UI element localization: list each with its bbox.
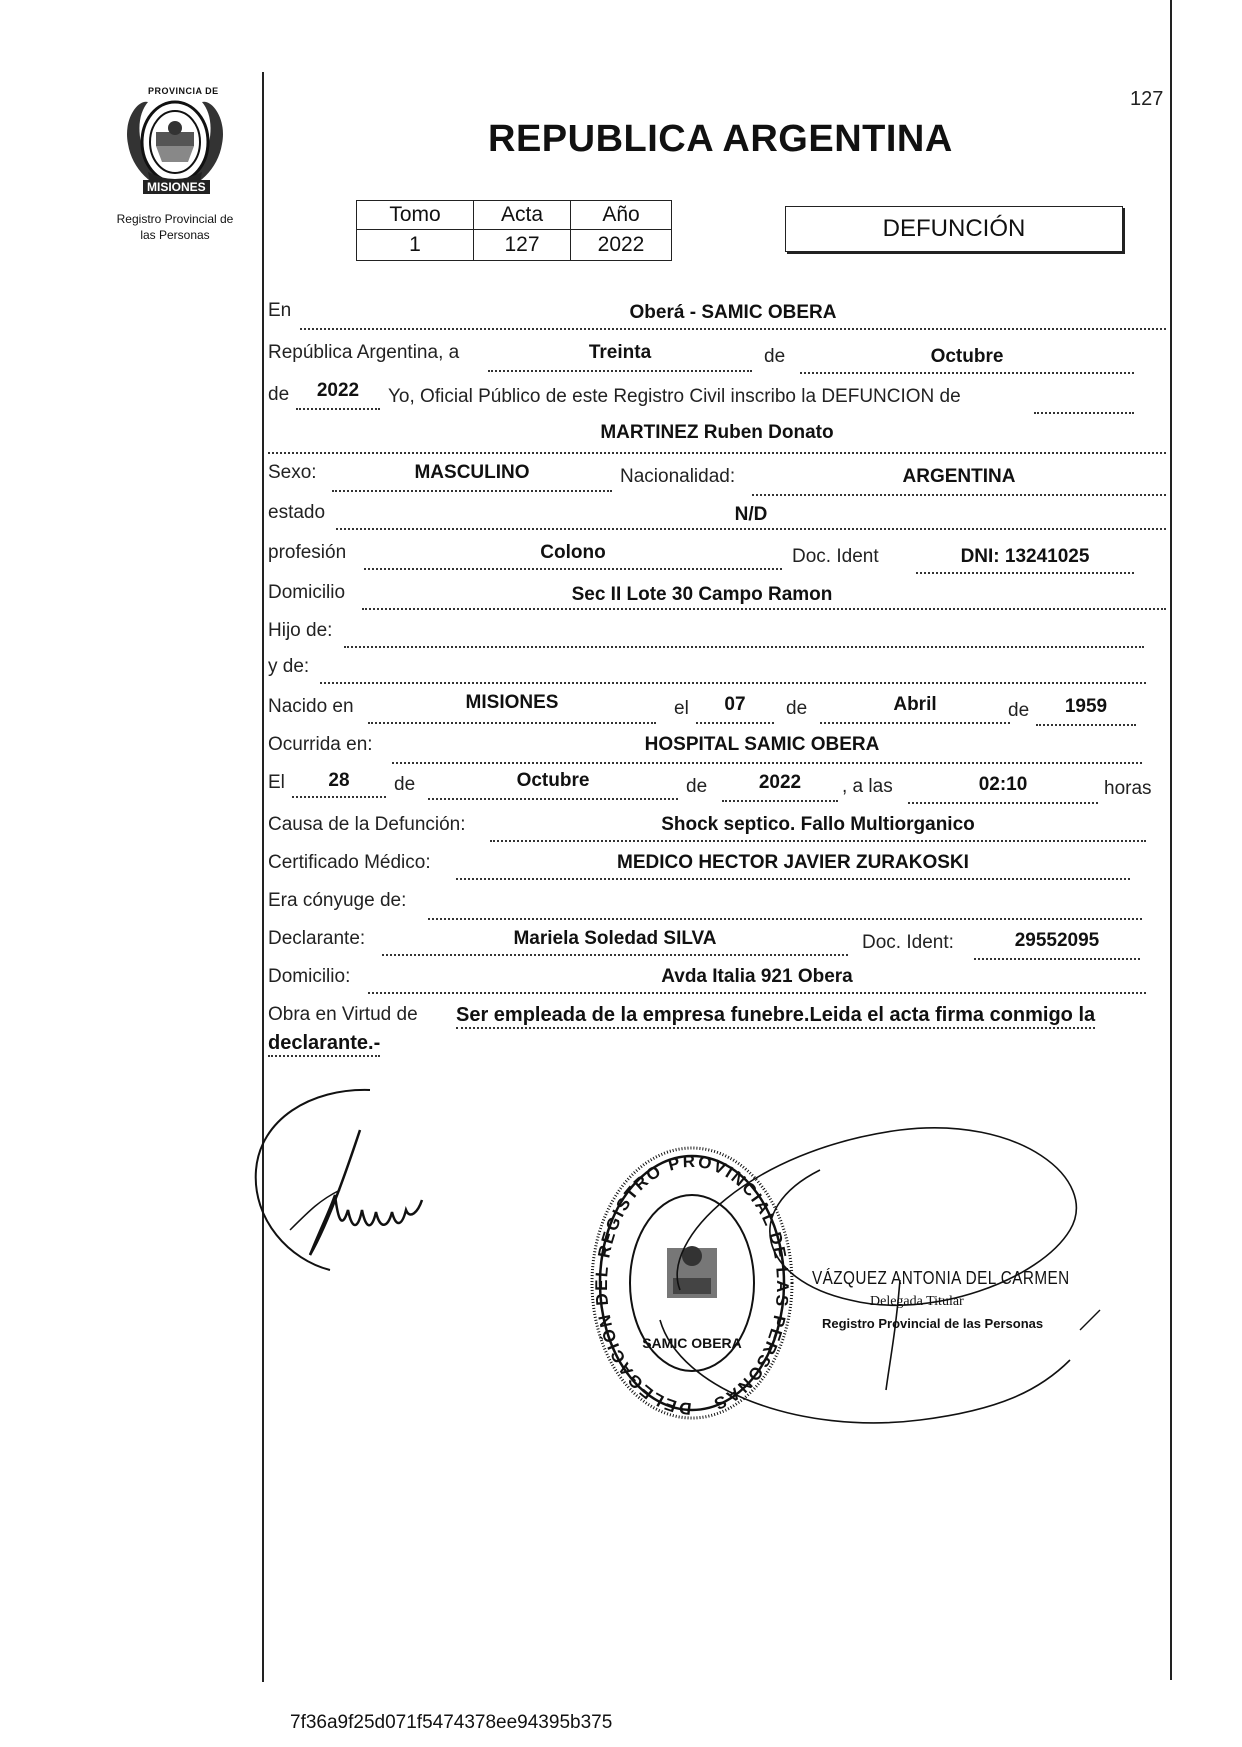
page-number: 127 [1130, 88, 1164, 110]
ocurrida-en-value: HOSPITAL SAMIC OBERA [644, 734, 880, 755]
decl-doc-label: Doc. Ident: [862, 932, 954, 953]
seal-center-text: SAMIC OBERA [642, 1335, 742, 1351]
el-label: el [674, 698, 689, 719]
official-office: Registro Provincial de las Personas [822, 1316, 1044, 1331]
en-label: En [268, 300, 292, 321]
emblem-bottom-text: MISIONES [143, 180, 210, 194]
left-margin-line [262, 72, 264, 1682]
nacionalidad-dots [752, 494, 1166, 496]
certificado-value: MEDICO HECTOR JAVIER ZURAKOSKI [617, 852, 969, 873]
estado-label: estado [268, 502, 326, 523]
nac-de2-label: de [1008, 700, 1030, 721]
ano-header: Año [571, 201, 672, 230]
document-hash: 7f36a9f25d071f5474378ee94395b375 [290, 1712, 613, 1733]
declarant-signature [250, 1080, 490, 1300]
conyuge-label: Era cónyuge de: [268, 890, 407, 911]
def-dia-value: 28 [328, 770, 350, 791]
nac-dia-dots [696, 722, 774, 724]
causa-value: Shock septico. Fallo Multiorganico [661, 814, 975, 835]
hijo-de-dots [344, 646, 1144, 648]
nacionalidad-label: Nacionalidad: [620, 466, 736, 487]
declarante-value: Mariela Soledad SILVA [513, 928, 717, 949]
doc-ident-value: DNI: 13241025 [960, 546, 1090, 567]
el2-label: El [268, 772, 285, 793]
nacido-en-label: Nacido en [268, 696, 354, 717]
nac-anio-value: 1959 [1064, 696, 1108, 717]
def-mes-value: Octubre [516, 770, 590, 791]
profesion-label: profesión [268, 542, 347, 563]
a-las-label: , a las [842, 776, 893, 797]
anio-dots [296, 408, 380, 410]
declarante-dots [382, 954, 848, 956]
def-dia-dots [292, 796, 386, 798]
inscribo-dots [1034, 412, 1134, 414]
y-de-label: y de: [268, 656, 310, 677]
domicilio-dots [362, 608, 1166, 610]
nacido-en-dots [368, 722, 656, 724]
domicilio-label: Domicilio [268, 582, 346, 603]
doc-ident-dots [916, 572, 1134, 574]
def-anio-value: 2022 [758, 772, 802, 793]
official-role: Delegada Titular [870, 1294, 964, 1309]
ano-value: 2022 [571, 230, 672, 261]
ocurrida-en-label: Ocurrida en: [268, 734, 373, 755]
domicilio2-dots [368, 992, 1146, 994]
profesion-dots [364, 568, 782, 570]
declarante-label: Declarante: [268, 928, 366, 949]
dia-dots [488, 370, 752, 372]
tomo-header: Tomo [357, 201, 474, 230]
nac-mes-value: Abril [893, 694, 937, 715]
de-label: de [764, 346, 786, 367]
document-type-box [785, 206, 1123, 252]
obra-value-line-2: declarante.- [268, 1032, 380, 1057]
def-mes-dots [428, 798, 678, 800]
sexo-dots [332, 490, 612, 492]
nac-mes-dots [820, 722, 1010, 724]
nombre-dots [268, 452, 1166, 454]
def-anio-dots [722, 800, 838, 802]
en-dots [300, 328, 1166, 330]
acta-value: 127 [474, 230, 571, 261]
sexo-value: MASCULINO [414, 462, 530, 483]
obra-label: Obra en Virtud de [268, 1004, 418, 1025]
dia-value: Treinta [588, 342, 652, 363]
certificado-dots [456, 878, 1130, 880]
domicilio2-label: Domicilio: [268, 966, 351, 987]
def-de-label: de [394, 774, 416, 795]
def-de2-label: de [686, 776, 708, 797]
official-name: VÁZQUEZ ANTONIA DEL CARMEN [812, 1268, 1070, 1288]
causa-label: Causa de la Defunción: [268, 814, 466, 835]
registry-caption-line-2: las Personas [140, 228, 210, 242]
tomo-acta-ano-table [356, 200, 672, 261]
profesion-value: Colono [540, 542, 606, 563]
doc-ident-label: Doc. Ident [792, 546, 879, 567]
tomo-value: 1 [357, 230, 474, 261]
anio-value: 2022 [316, 380, 360, 401]
domicilio-value: Sec II Lote 30 Campo Ramon [571, 584, 833, 605]
decl-doc-dots [974, 958, 1140, 960]
nac-de-label: de [786, 698, 808, 719]
nacido-en-value: MISIONES [465, 692, 559, 713]
de2-label: de [268, 384, 290, 405]
horas-label: horas [1104, 778, 1152, 799]
document-type-label: DEFUNCIÓN [882, 215, 1026, 242]
nacionalidad-value: ARGENTINA [902, 466, 1016, 487]
mes-dots [800, 372, 1134, 374]
causa-dots [490, 840, 1146, 842]
conyuge-dots [428, 918, 1142, 920]
ocurrida-en-dots [392, 762, 1142, 764]
decl-doc-value: 29552095 [1014, 930, 1100, 951]
registry-caption-line-1: Registro Provincial de [116, 212, 234, 226]
estado-value: N/D [734, 504, 768, 525]
republica-label: República Argentina, a [268, 342, 460, 363]
hijo-de-label: Hijo de: [268, 620, 333, 641]
acta-header: Acta [474, 201, 571, 230]
certificado-label: Certificado Médico: [268, 852, 431, 873]
domicilio2-value: Avda Italia 921 Obera [661, 966, 853, 987]
hora-value: 02:10 [978, 774, 1028, 795]
estado-dots [336, 528, 1166, 530]
sexo-label: Sexo: [268, 462, 317, 483]
obra-value-line-1: Ser empleada de la empresa funebre.Leida el acta firma conmigo la [456, 1004, 1095, 1029]
inscribo-text: Yo, Oficial Público de este Registro Civil inscribo la DEFUNCION de [388, 386, 961, 407]
difunto-nombre-value: MARTINEZ Ruben Donato [600, 422, 834, 443]
hora-dots [908, 802, 1098, 804]
lugar-value: Oberá - SAMIC OBERA [629, 302, 837, 323]
seal-ring-text: DELEGACIÓN DEL REGISTRO PROVINCIAL DE LAS PERSONAS [592, 1151, 793, 1419]
emblem-top-text: PROVINCIA DE [148, 86, 219, 96]
y-de-dots [320, 682, 1146, 684]
nac-dia-value: 07 [724, 694, 746, 715]
mes-value: Octubre [930, 346, 1004, 367]
right-margin-line [1170, 0, 1172, 1680]
nac-anio-dots [1036, 724, 1136, 726]
document-title: REPUBLICA ARGENTINA [488, 118, 953, 160]
